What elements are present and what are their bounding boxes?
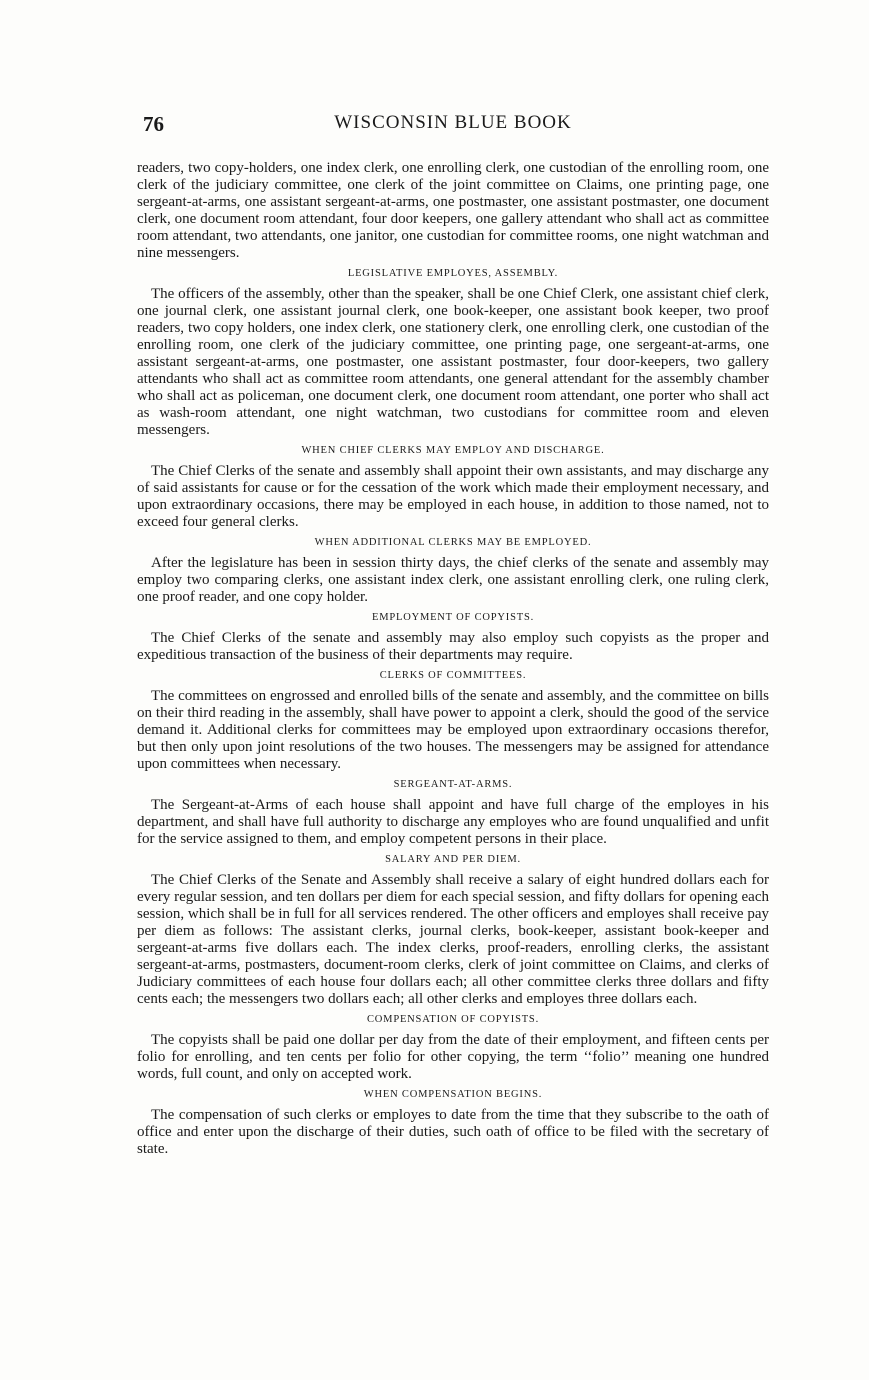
paragraph: The copyists shall be paid one dollar per day from the date of their employment, and fifteen cents per folio for enrolling, and ten cents per folio for other copying, the term ‘‘folio’’ meaning one hundred words, full count, and only on accepted work. [137, 1032, 769, 1082]
section-heading: CLERKS OF COMMITTEES. [379, 670, 527, 681]
section-heading: EMPLOYMENT OF COPYISTS. [371, 612, 535, 623]
document-body [137, 160, 769, 1158]
paragraph: The Chief Clerks of the senate and assembly shall appoint their own assistants, and may discharge any of said assistants for cause or for the cessation of the work which made their employment necessary, and upon extraordinary occasions, there may be employed in each house, in addition to those named, not to exceed four general clerks. [137, 463, 769, 530]
section-heading: COMPENSATION OF COPYISTS. [367, 1014, 539, 1025]
paragraph: The Sergeant-at-Arms of each house shall appoint and have full charge of the employes in his department, and shall have full authority to discharge any employes who are found unqualified and unfit for the service assigned to them, and employ competent persons in their place. [137, 797, 769, 847]
page-header [143, 112, 763, 142]
section-heading: WHEN ADDITIONAL CLERKS MAY BE EMPLOYED. [314, 537, 592, 548]
page-number: 76 [143, 112, 164, 136]
paragraph-continued: readers, two copy-holders, one index clerk, one enrolling clerk, one custodian of the enrolling room, one clerk of the judiciary committee, one clerk of the joint committee on Claims, one printing page, one sergeant-at-arms, one assistant sergeant-at-arms, one postmaster, one assistant postmaster, one document clerk, one document room attendant, four door keepers, one gallery attendant who shall act as committee room attendant, two attendants, one janitor, one custodian for committee rooms, one night watchman and nine messengers. [137, 160, 769, 261]
section-heading: LEGISLATIVE EMPLOYES, ASSEMBLY. [347, 268, 559, 279]
section-heading: SALARY AND PER DIEM. [385, 854, 521, 865]
paragraph: The officers of the assembly, other than the speaker, shall be one Chief Clerk, one assistant chief clerk, one journal clerk, one assistant journal clerk, one book-keeper, one assistant book keeper, two proof readers, two copy holders, one index clerk, one stationery clerk, one enrolling clerk, one custodian of the enrolling room, one clerk of the judiciary committee, one printing page, one sergeant-at-arms, one assistant sergeant-at-arms, one postmaster, one assistant postmaster, four door-keepers, two gallery attendants who shall act as committee room attendants, one general attendant for the assembly chamber who shall act as policeman, one document clerk, one document room attendant, one porter who shall act as wash-room attendant, one night watchman, two custodians for committee room and eleven messengers. [137, 286, 769, 438]
section-heading: WHEN COMPENSATION BEGINS. [363, 1089, 543, 1100]
running-title: WISCONSIN BLUE BOOK [334, 112, 572, 133]
paragraph: After the legislature has been in session thirty days, the chief clerks of the senate and assembly may employ two comparing clerks, one assistant index clerk, one assistant enrolling clerk, one ruling clerk, one proof reader, and one copy holder. [137, 555, 769, 605]
paragraph: The compensation of such clerks or employes to date from the time that they subscribe to the oath of office and enter upon the discharge of their duties, such oath of office to be filed with the secretary of state. [137, 1107, 769, 1157]
paragraph: The committees on engrossed and enrolled bills of the senate and assembly, and the committee on bills on their third reading in the assembly, shall have power to appoint a clerk, should the good of the service demand it. Additional clerks for committees may be employed upon extraordinary occasions therefor, but then only upon joint resolutions of the two houses. The messengers may be assigned for attendance upon committees when necessary. [137, 688, 769, 772]
section-heading: SERGEANT-AT-ARMS. [393, 779, 513, 790]
paragraph: The Chief Clerks of the Senate and Assembly shall receive a salary of eight hundred dollars each for every regular session, and ten dollars per diem for each special session, and fifty dollars for opening each session, which shall be in full for all services rendered. The other officers and employes shall receive pay per diem as follows: The assistant clerks, journal clerks, book-keeper, assistant book-keeper and sergeant-at-arms five dollars each. The index clerks, proof-readers, enrolling clerks, the assistant sergeant-at-arms, postmasters, document-room clerks, clerk of joint committee on Claims, and clerks of Judiciary committees of each house four dollars each; all other committee clerks three dollars and fifty cents each; the messengers two dollars each; all other clerks and employes three dollars each. [137, 872, 769, 1007]
section-heading: WHEN CHIEF CLERKS MAY EMPLOY AND DISCHARGE. [301, 445, 605, 456]
paragraph: The Chief Clerks of the senate and assembly may also employ such copyists as the proper and expeditious transaction of the business of their departments may require. [137, 630, 769, 663]
